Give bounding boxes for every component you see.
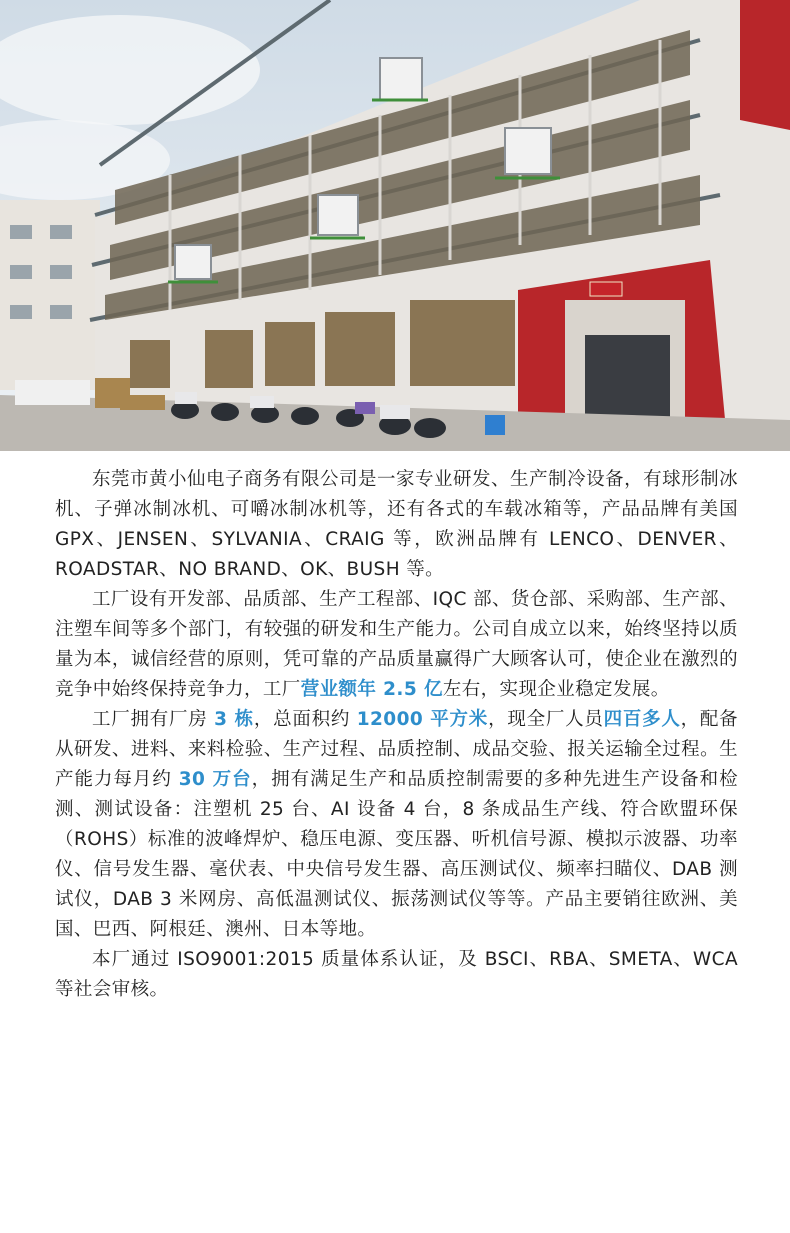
- highlight-capacity: 30 万台: [178, 769, 252, 790]
- company-introduction: [0, 451, 790, 1005]
- factory-building-illustration: [0, 0, 790, 451]
- highlight-area: 12000 平方米: [356, 709, 489, 730]
- text-segment: 工厂拥有厂房: [92, 709, 215, 730]
- intro-paragraph-4: [55, 945, 738, 1005]
- text-segment: 东莞市黄小仙电子商务有限公司是一家专业研发、生产制冷设备，有球形制冰机、子弹冰制冰机、可嚼冰制冰机等，还有各式的车载冰箱等，产品品牌有美国 GPX、JENSEN、SYLVANIA、CRAIG 等，欧洲品牌有 LENCO、DENVER、ROADSTAR、NO BRAND、OK、BUSH 等。: [55, 469, 738, 580]
- text-segment: ，总面积约: [253, 709, 357, 730]
- text-segment: ，配备从研发、进料、来料检验、生产过程、品质控制、成品交验、报关运输全过程。生产能力每月约: [55, 709, 738, 790]
- text-segment: ，现全厂人员: [488, 709, 604, 730]
- intro-paragraph-1: [55, 465, 738, 585]
- highlight-buildings: 3 栋: [214, 709, 254, 730]
- highlight-revenue: 营业额年 2.5 亿: [300, 679, 443, 700]
- intro-paragraph-3: [55, 705, 738, 945]
- text-segment: ，拥有满足生产和品质控制需要的多种先进生产设备和检测、测试设备：注塑机 25 台、AI 设备 4 台，8 条成品生产线、符合欧盟环保（ROHS）标准的波峰焊炉、稳压电源、变压器、听机信号源、模拟示波器、功率仪、信号发生器、毫伏表、中央信号发生器、高压测试仪、频率扫瞄仪、DAB 测试仪，DAB 3 米网房、高低温测试仪、振荡测试仪等等。产品主要销往欧洲、美国、巴西、阿根廷、澳州、日本等地。: [55, 769, 738, 940]
- intro-paragraph-2: [55, 585, 738, 705]
- factory-photo: [0, 0, 790, 451]
- text-segment: 左右，实现企业稳定发展。: [442, 679, 670, 700]
- text-segment: 本厂通过 ISO9001:2015 质量体系认证，及 BSCI、RBA、SMETA、WCA 等社会审核。: [55, 949, 738, 1000]
- highlight-staff: 四百多人: [603, 709, 681, 730]
- text-segment: 工厂设有开发部、品质部、生产工程部、IQC 部、货仓部、采购部、生产部、注塑车间等多个部门，有较强的研发和生产能力。公司自成立以来，始终坚持以质量为本，诚信经营的原则，凭可靠的产品质量赢得广大顾客认可，使企业在激烈的竞争中始终保持竞争力，工厂: [55, 589, 738, 700]
